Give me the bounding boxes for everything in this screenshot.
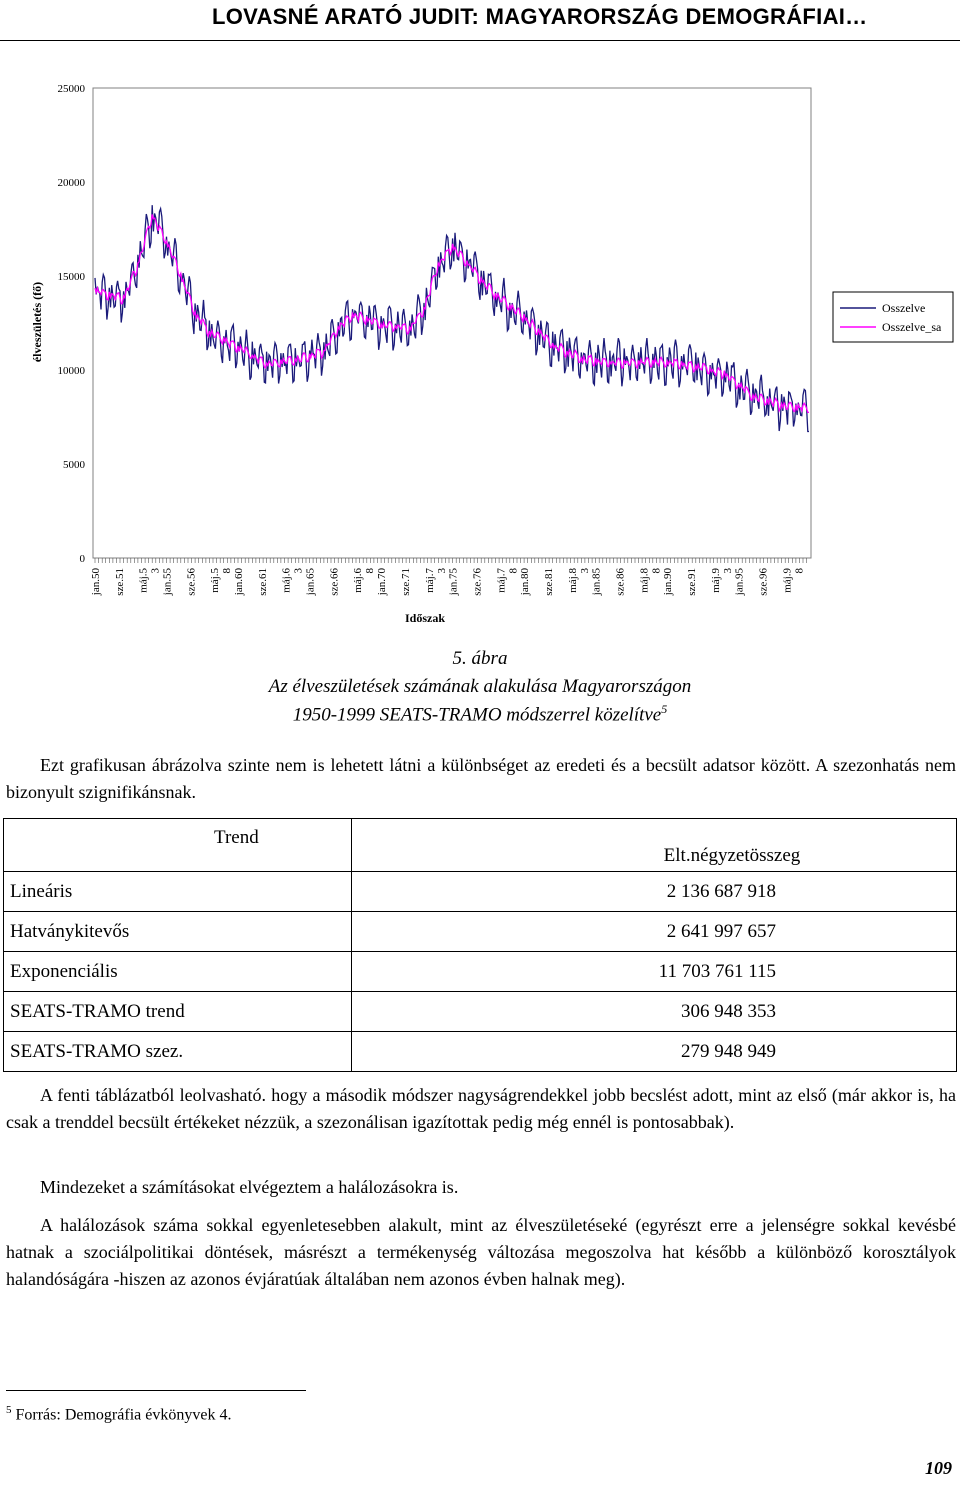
table-cell-value: 279 948 949 (351, 1032, 956, 1072)
x-tick-label: máj.5 (209, 568, 222, 593)
paragraph-4: A halálozások száma sokkal egyenletesebben alakult, mint az élveszületéseké (egyrészt erre a jelenségre sokkal kevésbé hatnak a szociálpolitikai döntések, másrészt a termékenység változása megoszolva hat később a különböző korosztályok halandóságára -hiszen az azonos évjáratúak általában nem azonos évben halnak meg). (6, 1215, 956, 1289)
running-header: LOVASNÉ ARATÓ JUDIT: MAGYARORSZÁG DEMOGRÁFIAI… (212, 4, 868, 29)
x-axis-minor-ticks (95, 558, 807, 563)
caption-text: 1950-1999 SEATS-TRAMO módszerrel közelítve (292, 704, 662, 726)
table-header-value: Elt.négyzetösszeg (351, 819, 956, 872)
y-tick-label: 25000 (57, 83, 85, 95)
x-tick-label-wrap: 3 (149, 568, 162, 574)
table-cell-label: SEATS-TRAMO trend (4, 992, 352, 1032)
table-row (4, 872, 957, 912)
x-tick-label-wrap: 3 (292, 568, 305, 574)
y-tick-label: 15000 (57, 271, 85, 283)
footnote-ref: 5 (6, 1404, 12, 1416)
footnote-rule (6, 1390, 306, 1391)
y-tick-label: 20000 (57, 177, 85, 189)
x-tick-label: sze.96 (757, 568, 770, 596)
header-rule (0, 40, 960, 41)
x-tick-label: máj.9 (709, 568, 722, 593)
x-tick-label-wrap: 8 (793, 568, 806, 574)
table-cell-label: Lineáris (4, 872, 352, 912)
paragraph-3: Mindezeket a számításokat elvégeztem a halálozásokra is. (40, 1177, 459, 1197)
y-tick-label: 10000 (57, 365, 85, 377)
x-tick-label: sze.71 (399, 568, 412, 596)
x-tick-label-wrap: 8 (650, 568, 663, 574)
x-minor-tick-marks (95, 558, 807, 563)
caption-footnote-ref: 5 (661, 702, 668, 716)
x-tick-label: jan.75 (447, 568, 460, 596)
x-tick-label: jan.85 (590, 568, 603, 596)
table-row (4, 1032, 957, 1072)
figure-caption-line2 (0, 702, 960, 726)
table-row (4, 912, 957, 952)
table-cell-value: 11 703 761 115 (351, 952, 956, 992)
x-tick-label: sze.66 (328, 568, 341, 596)
table-row (4, 952, 957, 992)
x-tick-label-wrap: 3 (578, 568, 591, 574)
table-row (4, 992, 957, 1032)
x-tick-label: jan.80 (519, 568, 532, 596)
x-tick-label-wrap: 3 (435, 568, 448, 574)
x-tick-label: máj.7 (423, 568, 436, 593)
x-tick-label: sze.86 (614, 568, 627, 596)
x-axis-ticks (90, 568, 805, 597)
footnote-text: Forrás: Demográfia évkönyvek 4. (15, 1406, 232, 1424)
y-axis-ticks (58, 83, 86, 565)
figure-number: 5. ábra (452, 648, 508, 669)
y-tick-label: 0 (79, 553, 85, 565)
x-tick-label: máj.7 (495, 568, 508, 593)
table-header-trend: Trend (4, 819, 352, 872)
births-line-chart (0, 46, 960, 646)
legend-label-osszelve: Osszelve (882, 301, 926, 315)
x-tick-label: sze.56 (185, 568, 198, 596)
y-axis-label: élveszületés (fő) (30, 281, 44, 363)
x-tick-label: máj.8 (638, 568, 651, 593)
x-tick-label-wrap: 3 (721, 568, 734, 574)
table-cell-value: 306 948 353 (351, 992, 956, 1032)
x-tick-label: máj.6 (280, 568, 293, 593)
x-tick-label: sze.51 (113, 568, 126, 596)
table-cell-label: Exponenciális (4, 952, 352, 992)
x-tick-label: sze.76 (471, 568, 484, 596)
x-tick-label: jan.90 (662, 568, 675, 596)
x-tick-label: máj.5 (137, 568, 150, 593)
x-tick-label-wrap: 8 (364, 568, 377, 574)
x-tick-label: jan.65 (304, 568, 317, 596)
footnote (6, 1404, 231, 1424)
table-cell-value: 2 641 997 657 (351, 912, 956, 952)
legend (833, 292, 953, 342)
x-tick-label: jan.70 (376, 568, 389, 596)
x-tick-label: jan.60 (233, 568, 245, 596)
x-tick-label: sze.81 (543, 568, 555, 596)
table-cell-label: Hatványkitevős (4, 912, 352, 952)
paragraph-1: Ezt grafikusan ábrázolva szinte nem is lehetett látni a különbséget az eredeti és a becsült adatsor között. A szezonhatás nem bizonyult szignifikánsnak. (6, 755, 956, 802)
x-tick-label: jan.95 (733, 568, 746, 596)
legend-label-osszelve-sa: Osszelve_sa (882, 320, 942, 334)
x-tick-label: máj.6 (352, 568, 365, 593)
paragraph-2: A fenti táblázatból leolvasható. hogy a második módszer nagyságrendekkel jobb becslést adott, mint az első (már akkor is, ha csak a trenddel becsült értékeket nézzük, a szezonálisan igazítottak pedig még ennél is pontosabbak). (6, 1085, 956, 1132)
x-axis-label: Időszak (404, 611, 446, 625)
page-number: 109 (925, 1458, 952, 1478)
table-cell-value: 2 136 687 918 (351, 872, 956, 912)
figure-caption-line1: Az élveszületések számának alakulása Magyarországon (268, 676, 692, 697)
x-tick-label: máj.8 (566, 568, 579, 593)
table-header-row (4, 819, 957, 872)
x-tick-label-wrap: 8 (221, 568, 234, 574)
x-tick-label-wrap: 8 (507, 568, 520, 574)
x-tick-label: sze.61 (256, 568, 269, 596)
error-comparison-table (3, 818, 957, 1072)
x-tick-label: máj.9 (781, 568, 794, 593)
x-tick-label: sze.91 (686, 568, 698, 596)
y-tick-label: 5000 (63, 459, 85, 471)
x-tick-label: jan.50 (90, 568, 102, 596)
x-tick-label: jan.55 (161, 568, 174, 596)
table-cell-label: SEATS-TRAMO szez. (4, 1032, 352, 1072)
